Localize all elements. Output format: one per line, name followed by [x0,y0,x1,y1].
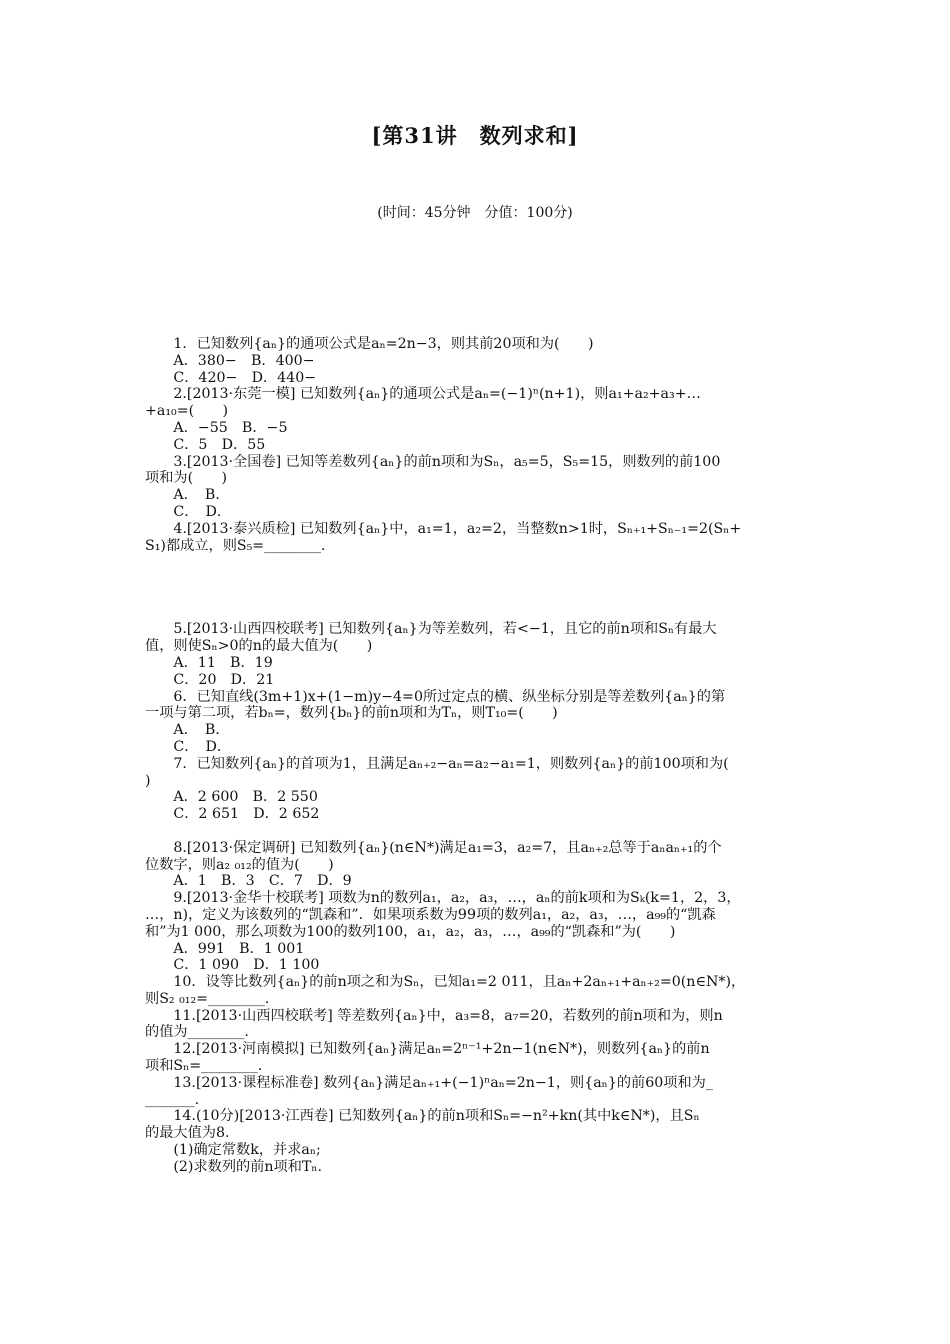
problem-text-line: A． B． [145,487,230,504]
problem-text-line: 的最大值为8. [145,1125,230,1142]
problem-text-line: C．420− D．440− [145,369,317,386]
problem-text-line: 值，则使Sₙ>0的n的最大值为( ) [145,638,373,655]
problem-text-line: A．−55 B．−5 [145,419,288,436]
problem-text-line: 位数字，则a₂ ₀₁₂的值为( ) [145,856,334,873]
problem-text-line: _______. [145,1091,200,1108]
block-spacer [145,823,810,840]
problem-text-line: A． B． [145,722,230,739]
block-spacer [145,554,810,621]
problem-text-line: ) [145,772,151,789]
page-title: [第31讲 数列求和] [371,123,579,148]
problem-text-line: +a₁₀=( ) [145,403,229,420]
problem-text-line: 4.[2013·泰兴质检] 已知数列{aₙ}中，a₁=1，a₂=2，当整数n>1时，Sₙ₊₁+Sₙ₋₁=2(Sₙ+ [145,520,742,537]
problem-text-line: 项和Sₙ=________. [145,1058,263,1075]
problem-text-line: 10．设等比数列{aₙ}的前n项之和为Sₙ，已知a₁=2 011，且aₙ+2aₙ₊₁+aₙ₊₂=0(n∈N*)， [145,974,746,991]
problem-text-line: C．1 090 D．1 100 [145,957,320,974]
problem-list [145,336,810,1176]
problem-text-line: A．2 600 B．2 550 [145,789,318,806]
problem-text-line: 11.[2013·山西四校联考] 等差数列{aₙ}中，a₃=8，a₇=20，若数列的前n项和为，则n [145,1007,723,1024]
problem-text-line: 和”为1 000，那么项数为100的数列100，a₁，a₂，a₃，…，a₉₉的“凯森和”为( ) [145,923,676,940]
problem-text-line: 6．已知直线(3m+1)x+(1−m)y−4=0所过定点的横、纵坐标分别是等差数列{aₙ}的第 [145,688,726,705]
problem-text-line: C．20 D．21 [145,671,275,688]
problem-text-line: 3.[2013·全国卷] 已知等差数列{aₙ}的前n项和为Sₙ，a₅=5，S₅=15，则数列的前100 [145,453,721,470]
problem-text-line: (1)确定常数k，并求aₙ; [145,1142,321,1159]
problem-text-line: C．2 651 D．2 652 [145,806,320,823]
problem-text-line: (2)求数列的前n项和Tₙ. [145,1158,323,1175]
problem-text-line: 13.[2013·课程标准卷] 数列{aₙ}满足aₙ₊₁+(−1)ⁿaₙ=2n−1，则{aₙ}的前60项和为_ [145,1074,713,1091]
problem-text-line: 1．已知数列{aₙ}的通项公式是aₙ=2n−3，则其前20项和为( ) [145,336,594,352]
problem-text-line: 一项与第二项，若bₙ=，数列{bₙ}的前n项和为Tₙ，则T₁₀=( ) [145,705,558,722]
problem-text-line: 项和为( ) [145,470,228,487]
problem-text-line: 2.[2013·东莞一模] 已知数列{aₙ}的通项公式是aₙ=(−1)ⁿ(n+1)，则a₁+a₂+a₃+… [145,386,701,403]
exam-info: (时间：45分钟 分值：100分) [377,205,573,221]
problem-text-line: C． D． [145,738,232,755]
problem-text-line: 12.[2013·河南模拟] 已知数列{aₙ}满足aₙ=2ⁿ⁻¹+2n−1(n∈N*)，则数列{aₙ}的前n [145,1041,710,1058]
problem-text-line: 7．已知数列{aₙ}的首项为1，且满足aₙ₊₂−aₙ=a₂−a₁=1，则数列{aₙ}的前100项和为( [145,755,729,772]
problem-text-line: …，n)，定义为该数列的“凯森和”．如果项系数为99项的数列a₁，a₂，a₃，…，a₉₉的“凯森 [145,906,716,923]
problem-text-line: 8.[2013·保定调研] 已知数列{aₙ}(n∈N*)满足a₁=3，a₂=7，且aₙ₊₂总等于aₙaₙ₊₁的个 [145,839,722,856]
problem-text-line: A．380− B．400− [145,352,315,369]
problem-text-line: C． D． [145,503,232,520]
problem-text-line: 9.[2013·金华十校联考] 项数为n的数列a₁，a₂，a₃，…，aₙ的前k项和为Sₖ(k=1，2，3， [145,890,741,907]
problem-text-line: S₁)都成立，则S₅=________. [145,537,326,554]
problem-text-line: 的值为________. [145,1024,249,1041]
problem-text-line: A．1 B．3 C．7 D．9 [145,873,352,890]
problem-text-line: 5.[2013·山西四校联考] 已知数列{aₙ}为等差数列，若<−1，且它的前n项和Sₙ有最大 [145,621,717,638]
problem-text-line: A．11 B．19 [145,654,273,671]
problem-text-line: A．991 B．1 001 [145,940,305,957]
problem-text-line: 14.(10分)[2013·江西卷] 已知数列{aₙ}的前n项和Sₙ=−n²+kn(其中k∈N*)，且Sₙ [145,1108,700,1125]
problem-text-line: 则S₂ ₀₁₂=________. [145,990,270,1007]
problem-text-line: C．5 D．55 [145,436,266,453]
